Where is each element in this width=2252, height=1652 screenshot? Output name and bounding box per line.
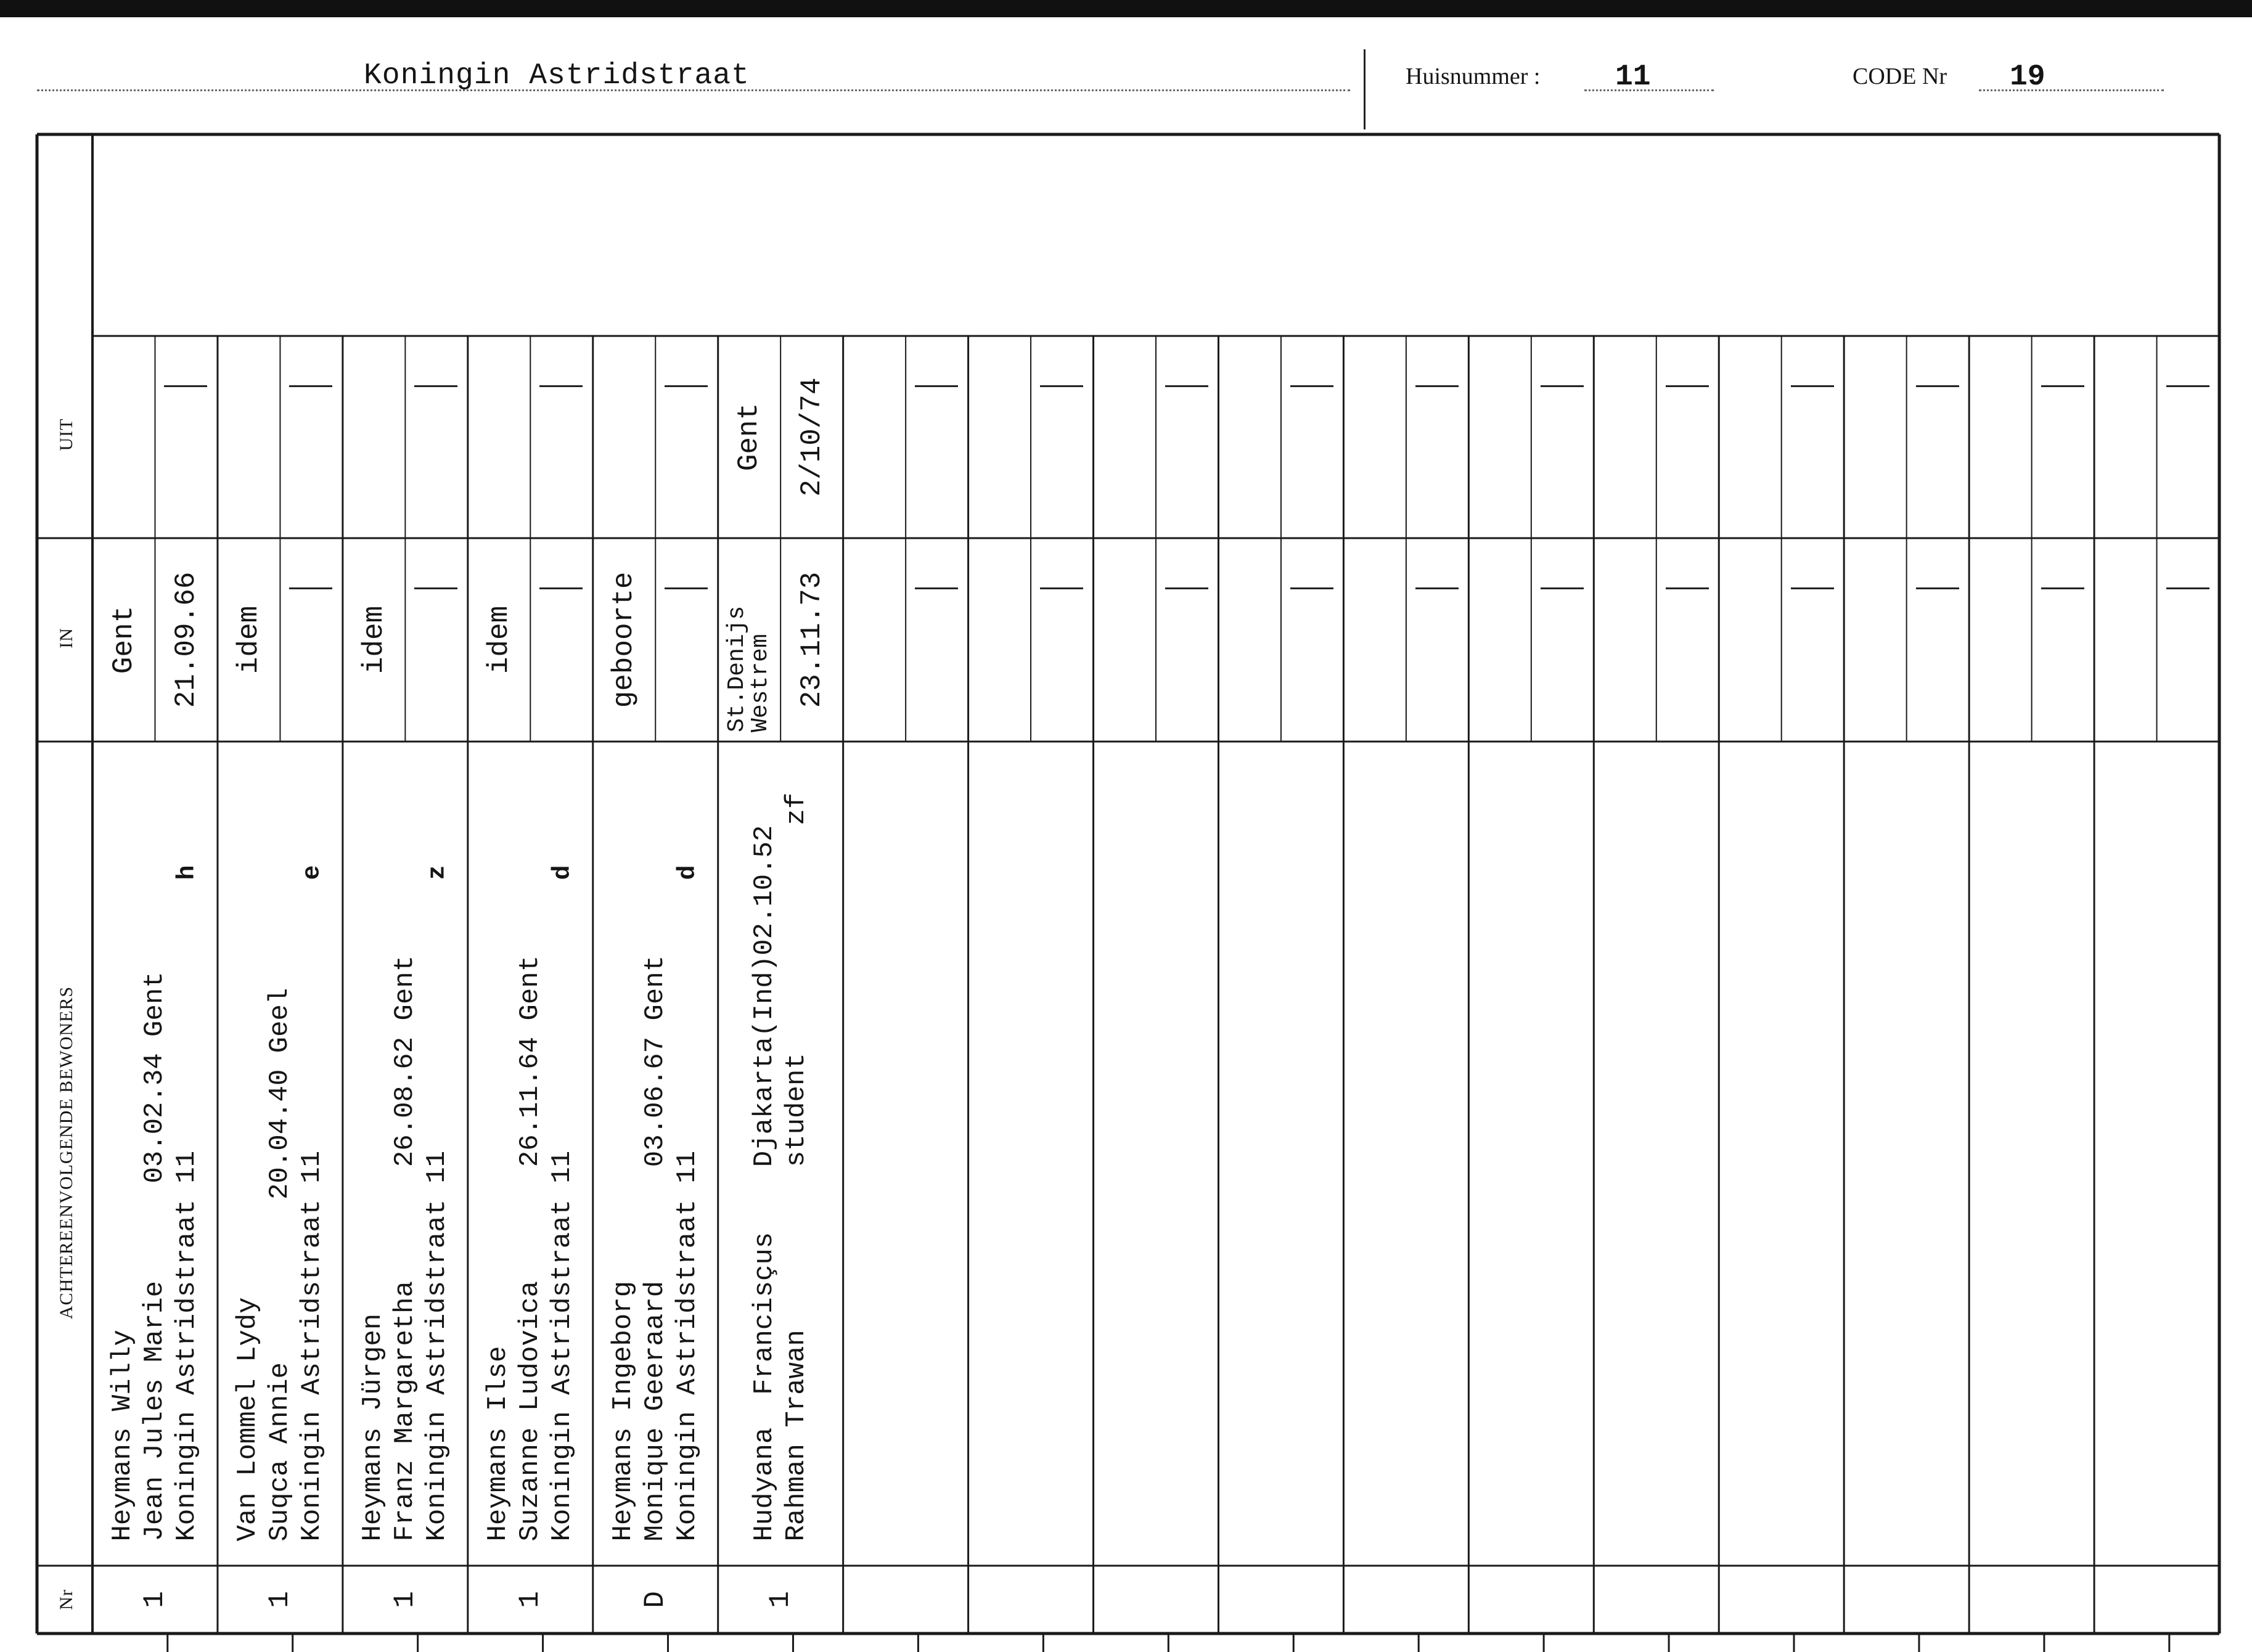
street-name: Koningin Astridstraat [364, 59, 750, 92]
resident-cell [593, 742, 718, 1566]
uit-empty-dash [665, 385, 708, 387]
in-empty-dash [1040, 587, 1083, 589]
resident-entry [357, 766, 453, 1541]
resident-line: Koningin Astridstraat 11 [547, 1150, 578, 1541]
resident-line: Koningin Astridstraat 11 [422, 1150, 453, 1541]
uit-place: Gent [733, 403, 766, 472]
in-empty-dash [2041, 587, 2084, 589]
uit-empty-dash [164, 385, 207, 387]
resident-code-mark: d [674, 865, 702, 880]
uit-date: 2/10/74 [795, 377, 828, 497]
uit-empty-dash [1290, 385, 1333, 387]
nr-value: 1 [514, 1591, 547, 1608]
resident-cell [92, 742, 218, 1566]
house-number: 11 [1615, 60, 1651, 94]
resident-cell [218, 742, 343, 1566]
resident-line: Suzanne Ludovica 26.11.64 Gent [515, 955, 546, 1541]
resident-code-mark: h [173, 865, 202, 880]
code-label: CODE Nr [1853, 63, 1947, 89]
resident-line: Koningin Astridstraat 11 [171, 1150, 203, 1541]
resident-line: Hudyana Francisçus Djakarta(Ind)02.10.52 [749, 825, 780, 1541]
resident-line: Franz Margaretha 26.08.62 Gent [390, 955, 421, 1541]
in-place-cell [92, 538, 155, 742]
uit-empty-dash [2041, 385, 2084, 387]
uit-empty-dash [1415, 385, 1459, 387]
in-date: 21.09.66 [170, 571, 203, 708]
uit-place-cell [718, 336, 780, 538]
uit-empty-dash [1541, 385, 1584, 387]
in-empty-dash [1290, 587, 1333, 589]
in-place: St.Denijs Westrem [724, 605, 774, 732]
in-place-cell [468, 538, 530, 742]
row-label-residents-cell [40, 740, 92, 1566]
in-empty-dash [915, 587, 958, 589]
in-place: geboorte [608, 571, 641, 708]
resident-line: Koningin Astridstraat 11 [297, 1150, 328, 1541]
in-empty-dash [1666, 587, 1709, 589]
uit-empty-dash [414, 385, 457, 387]
row-label-residents: ACHTEREENVOLGENDE BEWONERS [55, 986, 76, 1320]
in-empty-dash [1916, 587, 1959, 589]
uit-empty-dash [1666, 385, 1709, 387]
row-label-nr-cell [40, 1566, 92, 1634]
resident-line: Monique Geeraard 03.06.67 Gent [640, 955, 671, 1541]
resident-entry [748, 766, 813, 1541]
in-place: idem [232, 605, 265, 674]
in-empty-dash [289, 587, 332, 589]
nr-value: 1 [139, 1591, 171, 1608]
nr-value: D [639, 1591, 672, 1608]
nr-value: 1 [389, 1591, 422, 1608]
in-place-cell [593, 538, 655, 742]
resident-entry [607, 766, 703, 1541]
uit-empty-dash [539, 385, 583, 387]
row-label-uit: UIT [55, 418, 76, 451]
in-empty-dash [1165, 587, 1208, 589]
resident-cell [718, 742, 843, 1566]
in-empty-dash [1415, 587, 1459, 589]
resident-entry [232, 766, 328, 1541]
nr-cell [218, 1566, 343, 1634]
in-place: idem [358, 605, 390, 674]
row-label-uit-cell [40, 333, 92, 536]
resident-line: Heymans Ingeborg [608, 1280, 639, 1541]
resident-code-mark: e [298, 865, 327, 880]
uit-empty-dash [1165, 385, 1208, 387]
in-empty-dash [414, 587, 457, 589]
in-empty-dash [539, 587, 583, 589]
nr-cell [468, 1566, 593, 1634]
uit-empty-dash [1040, 385, 1083, 387]
uit-empty-dash [2166, 385, 2209, 387]
resident-line: Heymans Willy [107, 1329, 139, 1541]
resident-entry [107, 766, 203, 1541]
resident-line: Koningin Astridstraat 11 [672, 1150, 703, 1541]
in-place-cell [718, 538, 780, 742]
resident-cell [468, 742, 593, 1566]
resident-line: Suqca Annie 20.04.40 Geel [264, 988, 296, 1541]
in-place: Gent [107, 605, 140, 674]
uit-empty-dash [915, 385, 958, 387]
nr-cell [92, 1566, 218, 1634]
nr-cell [593, 1566, 718, 1634]
resident-line: Rahman Trawan student zf [781, 792, 813, 1541]
resident-entry [482, 766, 578, 1541]
uit-empty-dash [1916, 385, 1959, 387]
resident-code-mark: d [549, 865, 577, 880]
resident-line: Heymans Jürgen [358, 1313, 389, 1541]
row-label-nr: Nr [55, 1589, 76, 1610]
code-number: 19 [2010, 60, 2045, 94]
nr-cell [343, 1566, 468, 1634]
in-date-cell [780, 538, 843, 742]
in-empty-dash [665, 587, 708, 589]
in-place: idem [483, 605, 515, 674]
row-label-in: IN [55, 628, 76, 648]
in-place-cell [343, 538, 405, 742]
uit-empty-dash [289, 385, 332, 387]
row-label-in-cell [40, 536, 92, 740]
uit-empty-dash [1791, 385, 1834, 387]
in-empty-dash [1541, 587, 1584, 589]
nr-value: 1 [264, 1591, 297, 1608]
nr-cell [718, 1566, 843, 1634]
nr-value: 1 [764, 1591, 797, 1608]
resident-code-mark: z [424, 865, 452, 880]
house-number-label: Huisnummer : [1406, 63, 1541, 89]
in-empty-dash [1791, 587, 1834, 589]
in-empty-dash [2166, 587, 2209, 589]
resident-cell [343, 742, 468, 1566]
resident-line: Van Lommel Lydy [232, 1296, 264, 1541]
resident-line: Heymans Ilse [483, 1346, 514, 1541]
in-place-cell [218, 538, 280, 742]
resident-line: Jean Jules Marie 03.02.34 Gent [139, 971, 171, 1541]
in-date: 23.11.73 [795, 571, 828, 708]
in-date-cell [155, 538, 217, 742]
uit-date-cell [780, 336, 843, 538]
